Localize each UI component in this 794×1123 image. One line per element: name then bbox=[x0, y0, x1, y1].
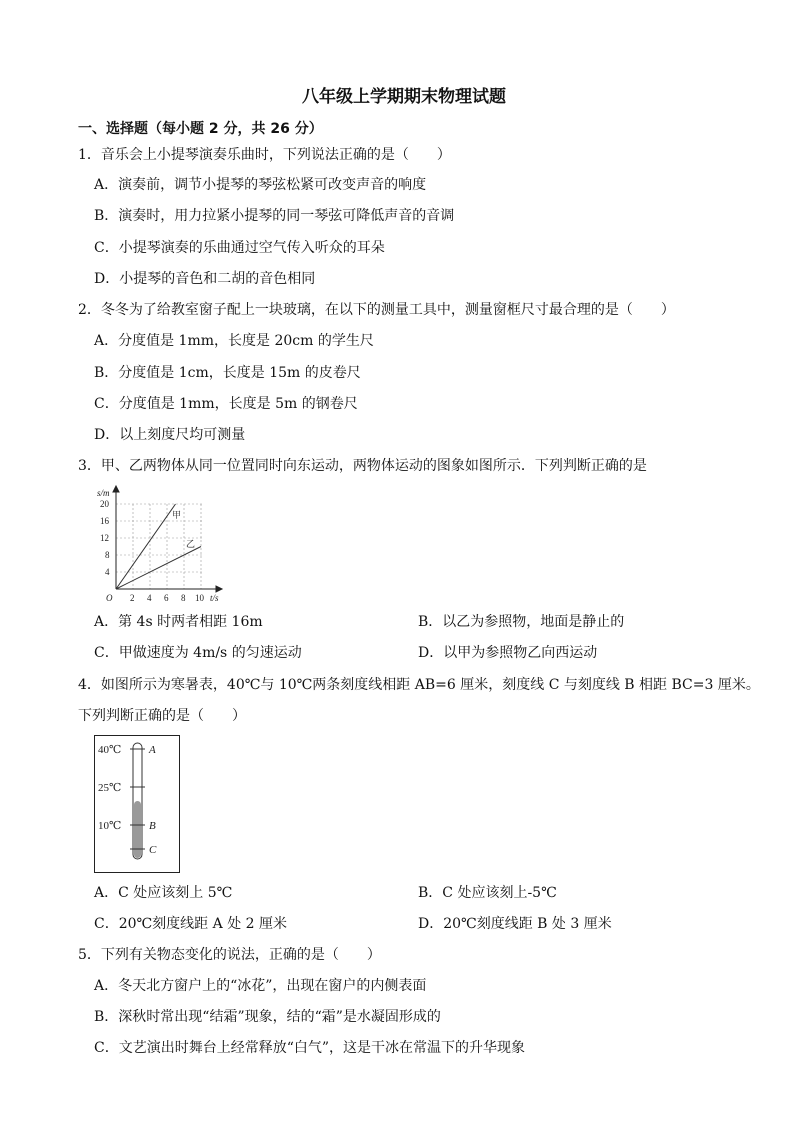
x-axis-label: t/s bbox=[210, 593, 219, 603]
question-5-stem: 5．下列有关物态变化的说法，正确的是（ ） bbox=[78, 947, 381, 963]
question-4-option-b: B．C 处应该刻上-5℃ bbox=[418, 885, 557, 901]
question-2-option-d: D．以上刻度尺均可测量 bbox=[94, 427, 246, 443]
question-5-option-a: A．冬天北方窗户上的“冰花”，出现在窗户的内侧表面 bbox=[94, 978, 427, 994]
question-2-option-b: B．分度值是 1cm，长度是 15m 的皮卷尺 bbox=[94, 365, 361, 381]
question-1-option-c: C．小提琴演奏的乐曲通过空气传入听众的耳朵 bbox=[94, 240, 385, 256]
question-3-option-d: D．以甲为参照物乙向西运动 bbox=[418, 645, 598, 661]
x-axis-arrow-icon bbox=[216, 586, 222, 592]
section-heading: 一、选择题（每小题 2 分，共 26 分） bbox=[78, 121, 323, 137]
question-4-stem-line2: 下列判断正确的是（ ） bbox=[78, 708, 246, 724]
x-tick-6: 6 bbox=[164, 593, 169, 603]
y-axis-arrow-icon bbox=[113, 486, 119, 492]
thermometer-figure bbox=[94, 735, 180, 873]
question-5-option-b: B．深秋时常出现“结霜”现象，结的“霜”是水凝固形成的 bbox=[94, 1009, 441, 1025]
motion-graph-figure bbox=[88, 480, 238, 608]
question-1-option-b: B．演奏时，用力拉紧小提琴的同一琴弦可降低声音的音调 bbox=[94, 208, 455, 224]
mark-a: A bbox=[149, 744, 156, 756]
question-2-option-c: C．分度值是 1mm，长度是 5m 的钢卷尺 bbox=[94, 396, 358, 412]
question-1-option-a: A．演奏前，调节小提琴的琴弦松紧可改变声音的响度 bbox=[94, 177, 427, 193]
question-2-stem: 2．冬冬为了给教室窗子配上一块玻璃，在以下的测量工具中，测量窗框尺寸最合理的是（ ） bbox=[78, 302, 675, 318]
x-tick-2: 2 bbox=[130, 593, 135, 603]
label-10: 10℃ bbox=[98, 820, 122, 832]
question-4-option-c: C．20℃刻度线距 A 处 2 厘米 bbox=[94, 916, 288, 932]
question-3-option-b: B．以乙为参照物，地面是静止的 bbox=[418, 614, 625, 630]
x-tick-10: 10 bbox=[195, 593, 204, 603]
question-3-stem: 3．甲、乙两物体从同一位置同时向东运动，两物体运动的图象如图所示．下列判断正确的是 bbox=[78, 458, 647, 474]
question-4-option-d: D．20℃刻度线距 B 处 3 厘米 bbox=[418, 916, 612, 932]
question-1-option-d: D．小提琴的音色和二胡的音色相同 bbox=[94, 271, 316, 287]
question-3-option-a: A．第 4s 时两者相距 16m bbox=[94, 614, 263, 630]
line-yi bbox=[116, 547, 201, 590]
mark-b: B bbox=[149, 820, 156, 832]
label-25: 25℃ bbox=[98, 782, 122, 794]
label-40: 40℃ bbox=[98, 744, 122, 756]
x-tick-8: 8 bbox=[181, 593, 186, 603]
question-2-option-a: A．分度值是 1mm，长度是 20cm 的学生尺 bbox=[94, 333, 374, 349]
question-3-option-c: C．甲做速度为 4m/s 的匀速运动 bbox=[94, 645, 302, 661]
line-yi-label: 乙 bbox=[186, 539, 196, 549]
y-tick-4: 4 bbox=[105, 567, 110, 577]
page-title: 八年级上学期期末物理试题 bbox=[302, 87, 506, 107]
mark-c: C bbox=[149, 844, 157, 856]
x-tick-4: 4 bbox=[147, 593, 152, 603]
question-4-stem-line1: 4．如图所示为寒暑表，40℃与 10℃两条刻度线相距 AB=6 厘米，刻度线 C 与刻度线 B 相距 BC=3 厘米。 bbox=[78, 677, 760, 693]
line-jia-label: 甲 bbox=[172, 510, 182, 520]
question-4-option-a: A．C 处应该刻上 5℃ bbox=[94, 885, 233, 901]
y-tick-20: 20 bbox=[100, 499, 109, 509]
y-axis-label: s/m bbox=[97, 488, 110, 498]
y-tick-16: 16 bbox=[100, 516, 109, 526]
question-1-stem: 1．音乐会上小提琴演奏乐曲时，下列说法正确的是（ ） bbox=[78, 147, 451, 163]
origin-label: O bbox=[106, 593, 113, 603]
y-tick-12: 12 bbox=[100, 533, 109, 543]
line-jia bbox=[116, 504, 176, 589]
question-5-option-c: C．文艺演出时舞台上经常释放“白气”，这是干冰在常温下的升华现象 bbox=[94, 1040, 526, 1056]
y-tick-8: 8 bbox=[105, 550, 110, 560]
